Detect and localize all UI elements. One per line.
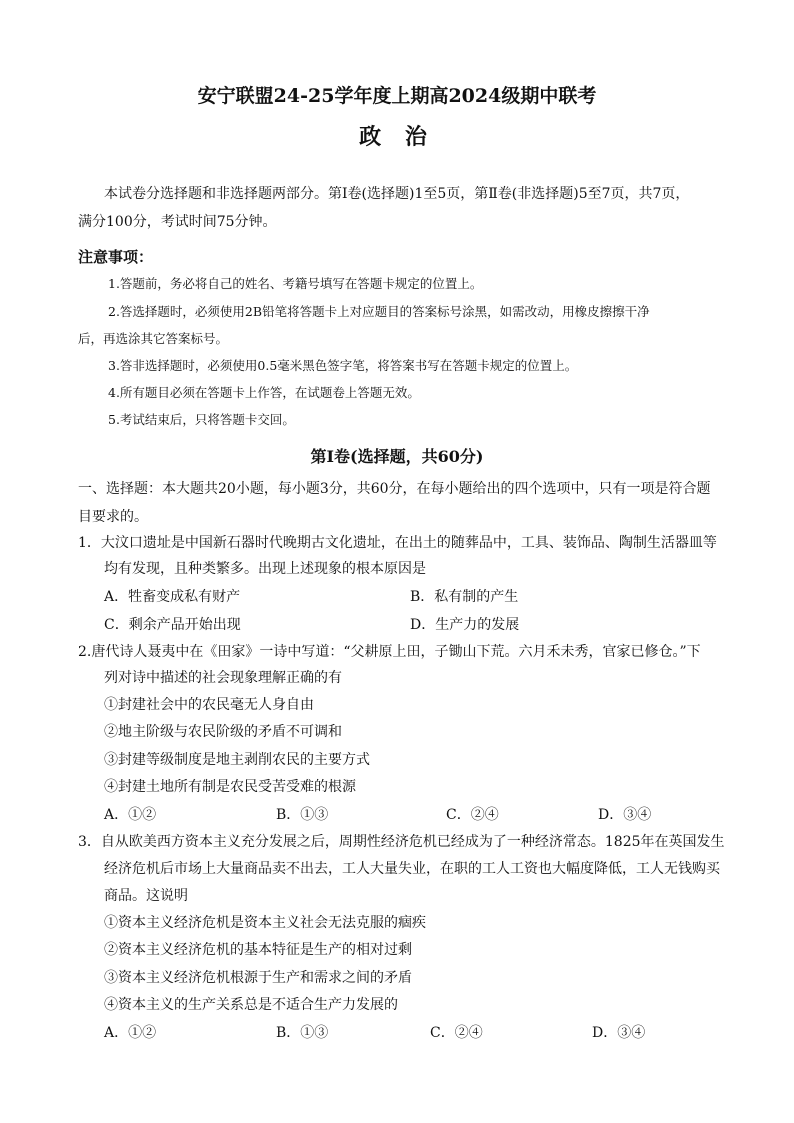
q2-statement-3: ③封建等级制度是地主剥削农民的主要方式 bbox=[104, 752, 370, 768]
q3-option-b: B．①③ bbox=[276, 1025, 329, 1041]
intro-line-1: 本试卷分选择题和非选择题两部分。第Ⅰ卷(选择题)1至5页，第Ⅱ卷(非选择题)5至7页，共7页， bbox=[104, 186, 690, 202]
q2-stem-2: 列对诗中描述的社会现象理解正确的有 bbox=[104, 670, 342, 686]
q3-statement-4: ④资本主义的生产关系总是不适合生产力发展的 bbox=[104, 997, 398, 1013]
notice-item-2b: 后，再选涂其它答案标号。 bbox=[78, 331, 229, 346]
q3-stem-2: 经济危机后市场上大量商品卖不出去，工人大量失业，在职的工人工资也大幅度降低，工人无钱购买 bbox=[104, 861, 720, 877]
q3-statement-2: ②资本主义经济危机的基本特征是生产的相对过剩 bbox=[104, 942, 412, 958]
q2-option-b: B．①③ bbox=[276, 807, 329, 823]
q3-statement-1: ①资本主义经济危机是资本主义社会无法克服的痼疾 bbox=[104, 915, 426, 931]
notice-item-4: 4.所有题目必须在答题卡上作答，在试题卷上答题无效。 bbox=[108, 385, 420, 400]
notice-item-3: 3.答非选择题时，必须使用0.5毫米黑色签字笔，将答案书写在答题卡规定的位置上。 bbox=[108, 358, 578, 373]
q3-option-c: C．②④ bbox=[430, 1025, 483, 1041]
q1-option-b: B．私有制的产生 bbox=[410, 589, 519, 605]
section-instruction-1: 一、选择题：本大题共20小题，每小题3分，共60分，在每小题给出的四个选项中，只有一项是符合题 bbox=[78, 481, 711, 497]
q3-statement-3: ③资本主义经济危机根源于生产和需求之间的矛盾 bbox=[104, 970, 412, 986]
q2-statement-2: ②地主阶级与农民阶级的矛盾不可调和 bbox=[104, 724, 342, 740]
notice-item-1: 1.答题前，务必将自己的姓名、考籍号填写在答题卡规定的位置上。 bbox=[108, 276, 483, 291]
q2-option-c: C．②④ bbox=[446, 807, 499, 823]
q1-option-d: D．生产力的发展 bbox=[410, 617, 520, 633]
q2-option-a: A．①② bbox=[104, 807, 157, 823]
q1-option-a: A．牲畜变成私有财产 bbox=[104, 589, 241, 605]
q3-option-a: A．①② bbox=[104, 1025, 157, 1041]
q2-statement-4: ④封建土地所有制是农民受苦受难的根源 bbox=[104, 779, 356, 795]
q3-stem-1: 3．自从欧美西方资本主义充分发展之后，周期性经济危机已经成为了一种经济常态。1825年在英国发生 bbox=[78, 834, 725, 850]
section-title: 第Ⅰ卷(选择题，共60分) bbox=[310, 447, 484, 466]
notice-item-5: 5.考试结束后，只将答题卡交回。 bbox=[108, 412, 295, 427]
q1-stem-2: 均有发现，且种类繁多。出现上述现象的根本原因是 bbox=[104, 561, 426, 577]
subject-title: 政 治 bbox=[359, 124, 435, 150]
section-instruction-2: 目要求的。 bbox=[78, 509, 148, 525]
q3-option-d: D．③④ bbox=[592, 1025, 646, 1041]
q1-option-c: C．剩余产品开始出现 bbox=[104, 617, 241, 633]
q2-statement-1: ①封建社会中的农民毫无人身自由 bbox=[104, 697, 314, 713]
exam-title: 安宁联盟24-25学年度上期高2024级期中联考 bbox=[197, 85, 597, 107]
q3-stem-3: 商品。这说明 bbox=[104, 888, 188, 904]
notice-item-2a: 2.答选择题时，必须使用2B铅笔将答题卡上对应题目的答案标号涂黑，如需改动，用橡皮擦擦干净 bbox=[108, 304, 650, 319]
q2-stem-1: 2.唐代诗人聂夷中在《田家》一诗中写道：“父耕原上田，子锄山下荒。六月禾未秀，官家已修仓。”下 bbox=[78, 644, 701, 660]
q1-stem-1: 1．大汶口遗址是中国新石器时代晚期古文化遗址，在出土的随葬品中，工具、装饰品、陶制生活器皿等 bbox=[78, 535, 717, 551]
notice-heading: 注意事项： bbox=[78, 248, 154, 266]
intro-line-2: 满分100分，考试时间75分钟。 bbox=[78, 214, 277, 230]
q2-option-d: D．③④ bbox=[598, 807, 652, 823]
